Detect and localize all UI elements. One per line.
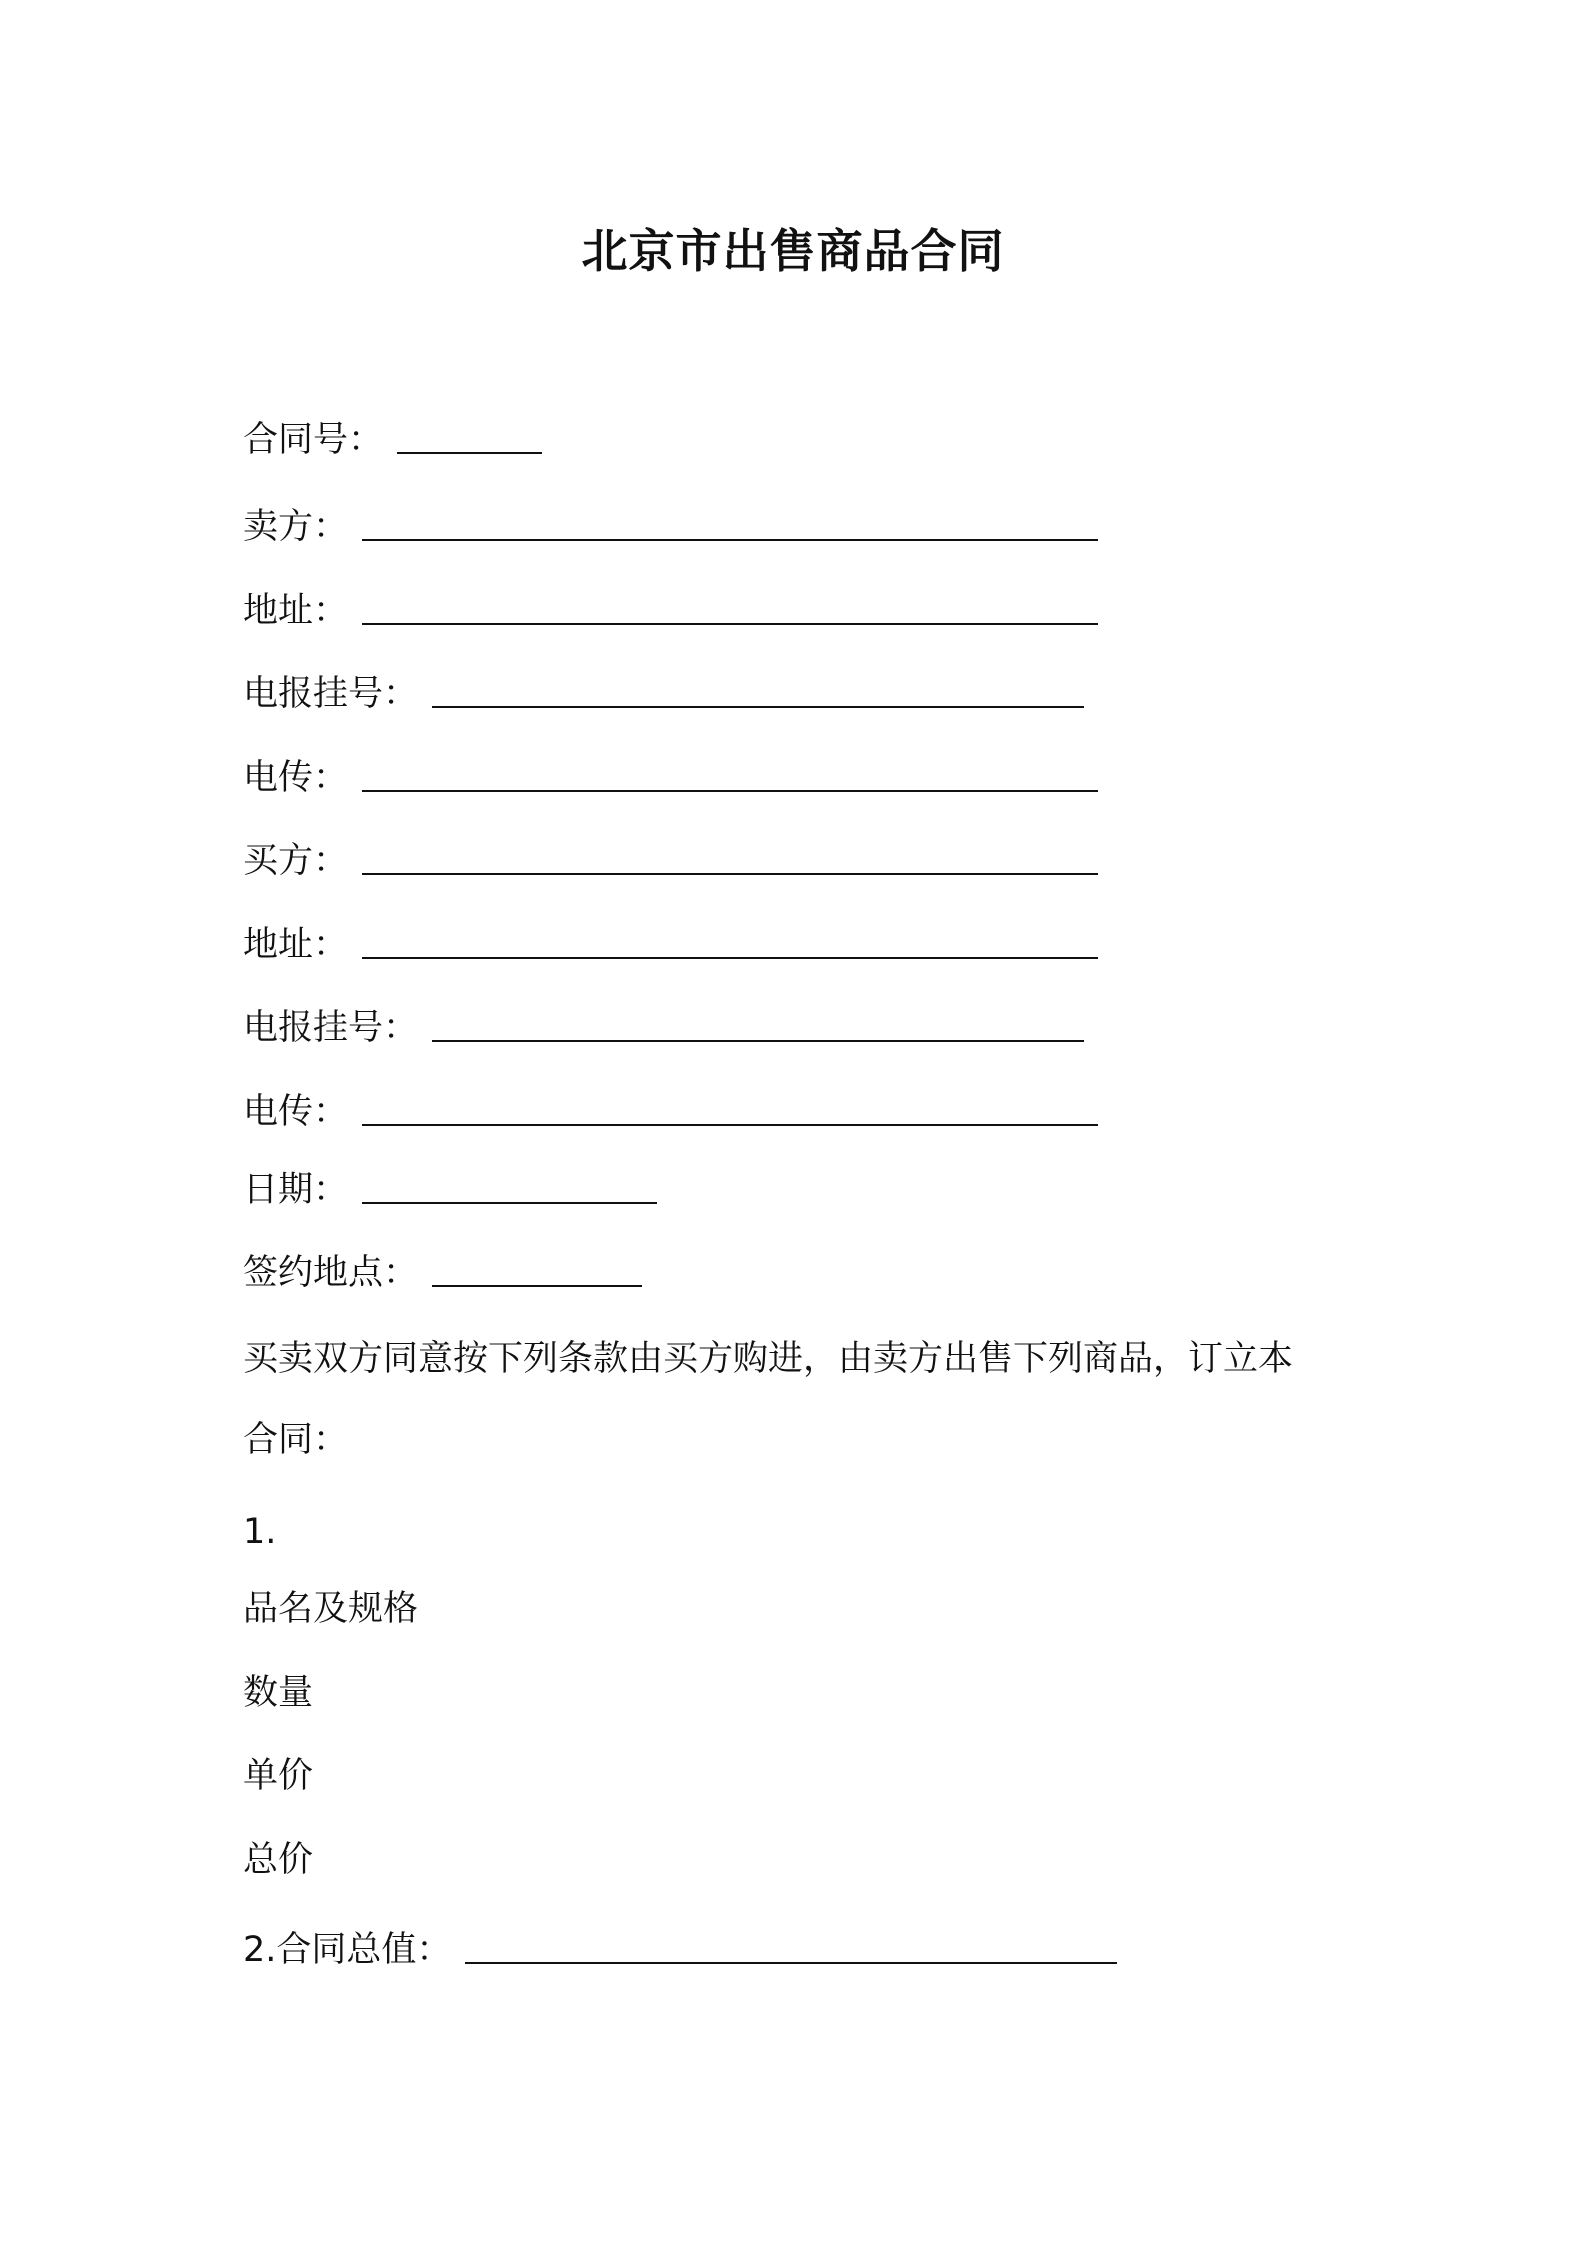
buyer-address-blank[interactable]: [362, 957, 1098, 959]
seller-telex-blank[interactable]: [362, 790, 1098, 792]
buyer-address-line: [243, 923, 1098, 967]
date-blank[interactable]: [362, 1202, 657, 1204]
date-line: [243, 1168, 657, 1212]
buyer-telex-blank[interactable]: [362, 1124, 1098, 1126]
contract-total-label: 2.合同总值：: [243, 1930, 452, 1970]
seller-cable-label: 电报挂号：: [243, 674, 419, 714]
column-quantity: 数量: [243, 1673, 314, 1713]
buyer-cable-blank[interactable]: [432, 1040, 1084, 1042]
seller-telex-label: 电传：: [243, 758, 349, 798]
seller-label: 卖方：: [243, 507, 349, 547]
buyer-line: [243, 839, 1098, 883]
buyer-address-label: 地址：: [243, 925, 349, 965]
signing-place-line: [243, 1251, 642, 1295]
column-name-spec: 品名及规格: [243, 1589, 419, 1629]
contract-number-blank[interactable]: [397, 452, 542, 454]
column-unit-price: 单价: [243, 1756, 314, 1796]
document-title: 北京市出售商品合同: [581, 224, 1005, 278]
signing-place-blank[interactable]: [432, 1285, 642, 1287]
contract-total-blank[interactable]: [465, 1962, 1117, 1964]
intro-text-line2: 合同：: [243, 1420, 349, 1460]
item-1-number: 1.: [243, 1512, 277, 1552]
column-total-price: 总价: [243, 1840, 314, 1880]
seller-telex-line: [243, 756, 1098, 800]
buyer-cable-label: 电报挂号：: [243, 1008, 419, 1048]
seller-cable-line: [243, 672, 1084, 716]
seller-address-label: 地址：: [243, 591, 349, 631]
seller-address-line: [243, 589, 1098, 633]
date-label: 日期：: [243, 1170, 349, 1210]
contract-number-label: 合同号：: [243, 420, 384, 460]
seller-blank[interactable]: [362, 539, 1098, 541]
seller-cable-blank[interactable]: [432, 706, 1084, 708]
buyer-telex-line: [243, 1090, 1098, 1134]
contract-total-line: [243, 1928, 1117, 1972]
signing-place-label: 签约地点：: [243, 1253, 419, 1293]
seller-address-blank[interactable]: [362, 623, 1098, 625]
seller-line: [243, 505, 1098, 549]
intro-text-line1: 买卖双方同意按下列条款由买方购进，由卖方出售下列商品，订立本: [243, 1339, 1294, 1379]
buyer-label: 买方：: [243, 841, 349, 881]
contract-number-line: [243, 418, 542, 462]
buyer-telex-label: 电传：: [243, 1092, 349, 1132]
buyer-blank[interactable]: [362, 873, 1098, 875]
buyer-cable-line: [243, 1006, 1084, 1050]
